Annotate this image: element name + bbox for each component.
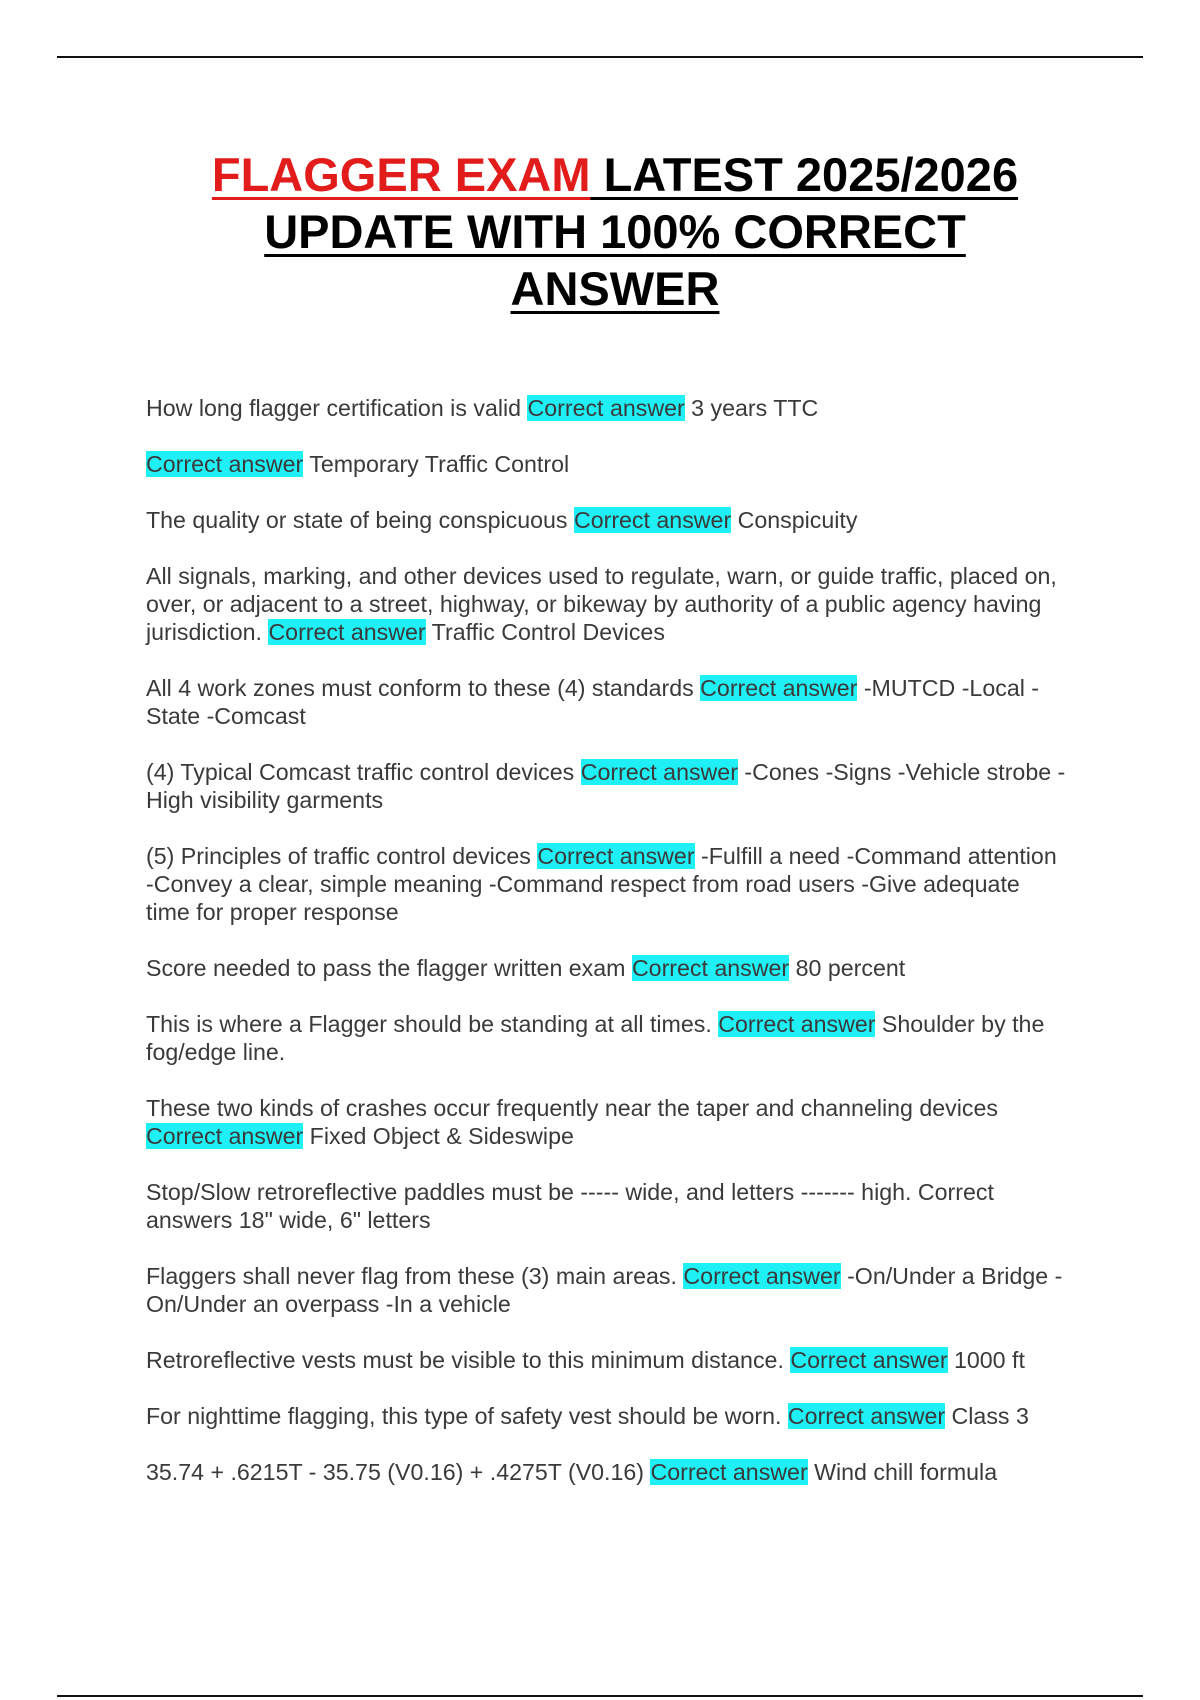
answer-text: -Fulfill a need -Command attention -Convey a clear, simple meaning -Command respect from road users -Give adequate time for proper response (146, 843, 1057, 925)
qa-item (146, 562, 1066, 646)
correct-answer-label: Correct answer (146, 1123, 304, 1149)
question-text: Flaggers shall never flag from these (3) main areas. (146, 1263, 684, 1289)
document-title (120, 146, 1110, 317)
correct-answer-label: Correct answer (573, 507, 732, 533)
question-text: How long flagger certification is valid (146, 395, 528, 421)
answer-text: Temporary Traffic Control (303, 451, 570, 477)
question-text: For nighttime flagging, this type of safety vest should be worn. (146, 1403, 788, 1429)
answer-text: Conspicuity (731, 507, 858, 533)
top-rule (57, 56, 1143, 58)
question-text: 35.74 + .6215T - 35.75 (V0.16) + .4275T (V0.16) (146, 1459, 651, 1485)
title-highlight: FLAGGER EXAM (211, 148, 591, 201)
qa-item (146, 450, 1066, 478)
qa-list (146, 394, 1066, 1514)
answer-text: Traffic Control Devices (425, 619, 665, 645)
qa-item (146, 1178, 1066, 1234)
qa-item (146, 674, 1066, 730)
correct-answer-label: Correct answer (631, 955, 790, 981)
question-text: The quality or state of being conspicuous (146, 507, 574, 533)
title-line-1-rest: LATEST 2025/2026 (590, 148, 1019, 201)
qa-item (146, 758, 1066, 814)
qa-item (146, 1458, 1066, 1486)
answer-text: Fixed Object & Sideswipe (303, 1123, 574, 1149)
qa-item (146, 842, 1066, 926)
question-text: (5) Principles of traffic control devices (146, 843, 538, 869)
answer-text: 3 years TTC (684, 395, 819, 421)
question-text: Retroreflective vests must be visible to this minimum distance. (146, 1347, 791, 1373)
answer-text: -MUTCD -Local -State -Comcast (146, 675, 1040, 729)
answer-text: -On/Under a Bridge -On/Under an overpass -In a vehicle (146, 1263, 1063, 1317)
qa-item (146, 506, 1066, 534)
question-text: These two kinds of crashes occur frequently near the taper and channeling devices (146, 1095, 998, 1121)
correct-answer-label: Correct answer (790, 1347, 948, 1373)
question-text: Stop/Slow retroreflective paddles must be ----- wide, and letters ------- high. Correct answers 18" wide, 6" letters (146, 1179, 994, 1233)
qa-item (146, 1262, 1066, 1318)
qa-item (146, 1346, 1066, 1374)
question-text: All signals, marking, and other devices used to regulate, warn, or guide traffic, placed on, over, or adjacent to a street, highway, or bikeway by authority of a public agency having jurisdiction. (146, 563, 1057, 645)
correct-answer-label: Correct answer (787, 1403, 946, 1429)
correct-answer-label: Correct answer (268, 619, 426, 645)
correct-answer-label: Correct answer (683, 1263, 841, 1289)
answer-text: 1000 ft (947, 1347, 1025, 1373)
qa-item (146, 954, 1066, 982)
correct-answer-label: Correct answer (718, 1011, 876, 1037)
answer-text: Wind chill formula (807, 1459, 998, 1485)
bottom-rule (57, 1695, 1143, 1697)
question-text: (4) Typical Comcast traffic control devices (146, 759, 581, 785)
correct-answer-label: Correct answer (650, 1459, 808, 1485)
title-line-2: UPDATE WITH 100% CORRECT (264, 205, 966, 258)
answer-text: Shoulder by the fog/edge line. (146, 1011, 1045, 1065)
correct-answer-label: Correct answer (537, 843, 695, 869)
answer-text: Class 3 (945, 1403, 1029, 1429)
question-text: Score needed to pass the flagger written exam (146, 955, 632, 981)
correct-answer-label: Correct answer (700, 675, 858, 701)
correct-answer-label: Correct answer (527, 395, 685, 421)
qa-item (146, 1010, 1066, 1066)
title-line-3: ANSWER (510, 262, 720, 315)
question-text: All 4 work zones must conform to these (4) standards (146, 675, 701, 701)
answer-text: -Cones -Signs -Vehicle strobe -High visibility garments (146, 759, 1066, 813)
correct-answer-label: Correct answer (580, 759, 738, 785)
qa-item (146, 1402, 1066, 1430)
question-text: This is where a Flagger should be standing at all times. (146, 1011, 719, 1037)
qa-item (146, 1094, 1066, 1150)
qa-item (146, 394, 1066, 422)
answer-text: 80 percent (789, 955, 906, 981)
correct-answer-label: Correct answer (146, 451, 304, 477)
